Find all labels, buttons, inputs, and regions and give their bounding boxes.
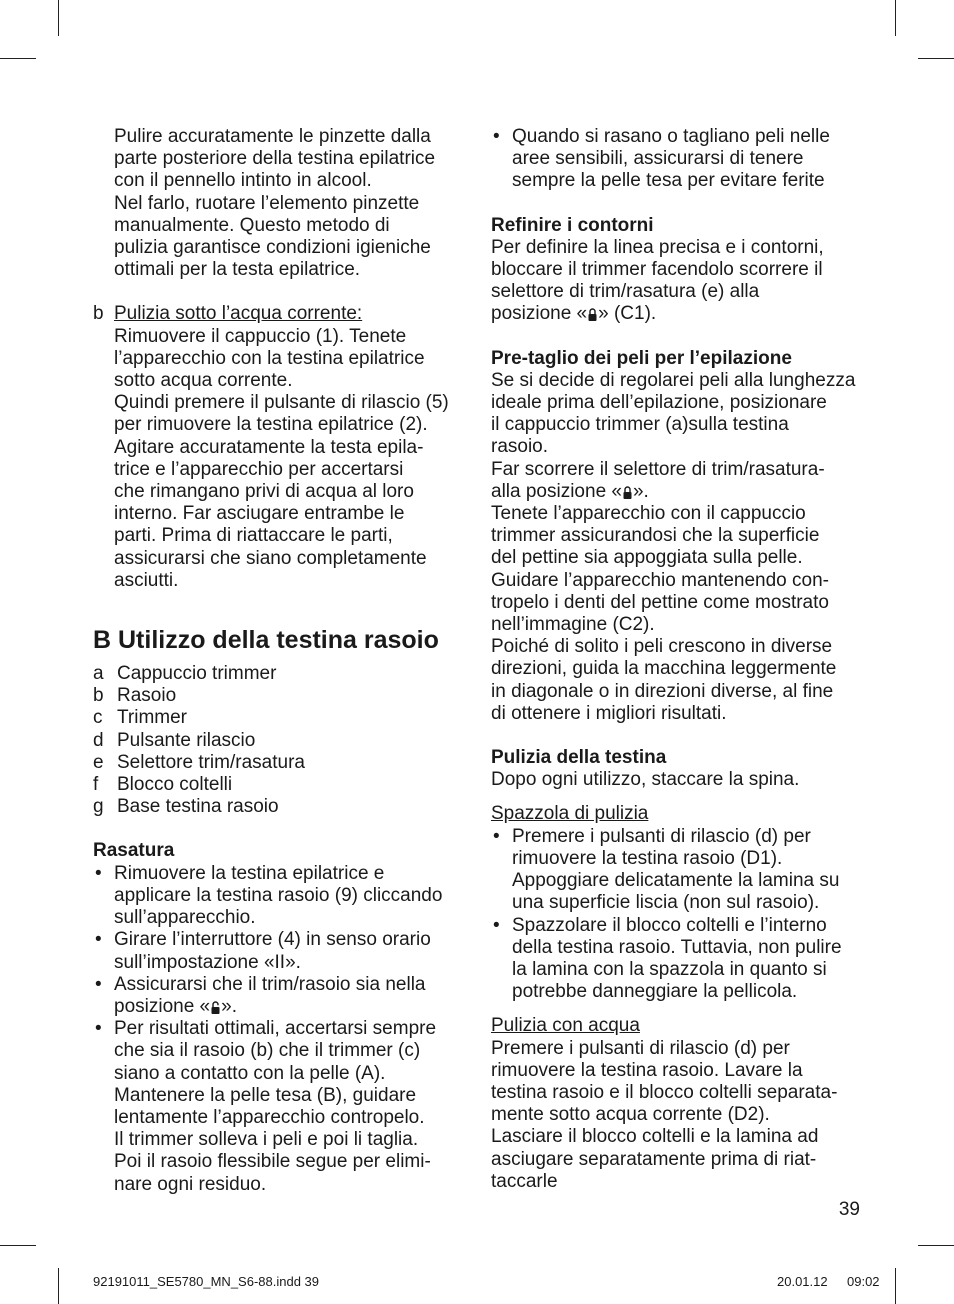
text-line: • Girare l’interruttore (4) in senso orario xyxy=(114,929,431,951)
text-line: nell’immagine (C2). xyxy=(491,614,655,636)
text-line: Poi il rasoio flessibile segue per elimi- xyxy=(114,1151,431,1173)
text-fragment: posizione « xyxy=(491,303,588,325)
text-line: assicurarsi che siano completamente xyxy=(114,547,427,569)
list-item-label: Selettore trim/rasatura xyxy=(117,751,305,773)
text-line: rimuovere la testina rasoio. Lavare la xyxy=(491,1059,803,1081)
text-line xyxy=(491,303,863,325)
text-line: Agitare accuratamente la testa epila- xyxy=(114,436,424,458)
text-line: • Rimuovere la testina epilatrice e xyxy=(114,862,385,884)
text-line: sull’apparecchio. xyxy=(114,907,256,929)
list-item xyxy=(93,774,465,796)
text-line: Premere i pulsanti di rilascio (d) per xyxy=(491,1037,790,1059)
text-line: nare ogni residuo. xyxy=(114,1173,267,1195)
text-line: trimmer assicurandosi che la superficie xyxy=(491,525,820,547)
text-line: • Spazzolare il blocco coltelli e l’interno xyxy=(512,914,827,936)
left-column xyxy=(93,126,465,1196)
list-item xyxy=(93,796,465,818)
list-letter: c xyxy=(93,707,103,729)
list-item xyxy=(93,863,465,930)
text-line: parte posteriore della testina epilatrice xyxy=(114,148,436,170)
text-line: del pettine sia appoggiata sulla pelle. xyxy=(491,547,803,569)
text-line: aree sensibili, assicurarsi di tenere xyxy=(512,148,804,170)
list-item-label: Cappuccio trimmer xyxy=(117,663,277,685)
text-line: pulizia garantisce condizioni igieniche xyxy=(114,237,431,259)
text-line: asciutti. xyxy=(114,569,179,591)
text-line: per rimuovere la testina epilatrice (2). xyxy=(114,414,428,436)
text-line: Dopo ogni utilizzo, staccare la spina. xyxy=(491,769,800,791)
list-item xyxy=(93,663,465,685)
list-item xyxy=(93,730,465,752)
page-number: 39 xyxy=(838,1199,860,1220)
list-item-label: Trimmer xyxy=(117,707,187,729)
text-line: bloccare il trimmer facendolo scorrere il xyxy=(491,259,823,281)
text-fragment: » (C1). xyxy=(598,303,657,325)
padlock-closed-icon xyxy=(623,486,632,499)
crop-mark xyxy=(0,58,36,59)
text-line: che sia il rasoio (b) che il trimmer (c) xyxy=(114,1040,421,1062)
text-line: Nel farlo, ruotare l’elemento pinzette xyxy=(114,192,420,214)
text-line: della testina rasoio. Tuttavia, non pulire xyxy=(512,936,842,958)
section-heading: B Utilizzo della testina rasoio xyxy=(93,626,439,655)
list-item xyxy=(93,974,465,1018)
text-line: sempre la pelle tesa per evitare ferite xyxy=(512,170,825,192)
list-item xyxy=(491,915,863,1004)
padlock-closed-icon xyxy=(588,308,597,321)
text-line: Far scorrere il selettore di trim/rasatura- xyxy=(491,458,825,480)
text-line xyxy=(114,996,465,1018)
text-line: l’apparecchio con la testina epilatrice xyxy=(114,347,425,369)
rasatura-list xyxy=(93,863,465,1196)
list-item xyxy=(491,826,863,915)
crop-mark xyxy=(918,58,954,59)
text-line: • Assicurarsi che il trim/rasoio sia nella xyxy=(114,973,426,995)
text-line: trice e l’apparecchio per accertarsi xyxy=(114,458,404,480)
b-item-title: Pulizia sotto l’acqua corrente: xyxy=(114,303,363,325)
b-item xyxy=(93,303,465,592)
subheading-pulizia: Pulizia della testina xyxy=(491,747,667,769)
list-letter: a xyxy=(93,663,104,685)
text-line: parti. Prima di riattaccare le parti, xyxy=(114,525,393,547)
intro-paragraph xyxy=(93,126,465,281)
text-line: Tenete l’apparecchio con il cappuccio xyxy=(491,503,806,525)
padlock-open-icon xyxy=(211,1001,220,1014)
crop-mark xyxy=(918,1245,954,1246)
text-line: manualmente. Questo metodo di xyxy=(114,214,390,236)
text-line: la lamina con la spazzola in quanto si xyxy=(512,958,827,980)
text-line xyxy=(491,481,863,503)
text-line: tropelo i denti del pettine come mostrato xyxy=(491,591,829,613)
list-item xyxy=(93,1018,465,1196)
text-fragment: ». xyxy=(221,995,237,1017)
right-column xyxy=(491,126,863,1193)
text-line: sull’impostazione «II». xyxy=(114,951,301,973)
list-letter: b xyxy=(93,303,104,325)
list-letter: e xyxy=(93,751,104,773)
text-line: taccarle xyxy=(491,1170,558,1192)
list-item-label: Blocco coltelli xyxy=(117,774,233,796)
text-line: rimuovere la testina rasoio (D1). xyxy=(512,847,783,869)
text-line: Poiché di solito i peli crescono in diverse xyxy=(491,636,833,658)
list-item xyxy=(93,685,465,707)
list-letter: g xyxy=(93,796,104,818)
subheading-rifinire: Refinire i contorni xyxy=(491,214,654,236)
crop-mark xyxy=(895,1268,896,1304)
crop-mark xyxy=(0,1245,36,1246)
text-line: Il trimmer solleva i peli e poi li taglia. xyxy=(114,1129,419,1151)
list-letter: b xyxy=(93,685,104,707)
text-line: rasoio. xyxy=(491,436,549,458)
text-line: Per definire la linea precisa e i contorni, xyxy=(491,236,824,258)
list-letter: f xyxy=(93,774,99,796)
crop-mark xyxy=(58,0,59,36)
text-line: • Premere i pulsanti di rilascio (d) per xyxy=(512,825,811,847)
text-line: ideale prima dell’epilazione, posizionare xyxy=(491,392,827,414)
text-fragment: alla posizione « xyxy=(491,480,622,502)
spazzola-list xyxy=(491,826,863,1004)
text-line: Mantenere la pelle tesa (B), guidare xyxy=(114,1084,417,1106)
crop-mark xyxy=(895,0,896,36)
list-item-label: Base testina rasoio xyxy=(117,796,279,818)
text-line: asciugare separatamente prima di riat- xyxy=(491,1148,817,1170)
text-line: mente sotto acqua corrente (D2). xyxy=(491,1104,770,1126)
text-line: • Quando si rasano o tagliano peli nelle xyxy=(512,126,830,147)
footer-file: 92191011_SE5780_MN_S6-88.indd 39 xyxy=(93,1274,319,1289)
list-item-label: Rasoio xyxy=(117,685,177,707)
list-letter: d xyxy=(93,729,104,751)
text-line: Appoggiare delicatamente la lamina su xyxy=(512,870,840,892)
list-item xyxy=(93,752,465,774)
text-line: selettore di trim/rasatura (e) alla xyxy=(491,281,760,303)
text-line: interno. Far asciugare entrambe le xyxy=(114,503,405,525)
text-line: potrebbe danneggiare la pellicola. xyxy=(512,981,798,1003)
parts-list xyxy=(93,663,465,818)
text-line: con il pennello intinto in alcool. xyxy=(114,170,372,192)
subheading-rasatura: Rasatura xyxy=(93,840,175,862)
footer-time: 09:02 xyxy=(847,1274,880,1289)
text-line: siano a contatto con la pelle (A). xyxy=(114,1062,386,1084)
crop-mark xyxy=(58,1268,59,1304)
text-line: sotto acqua corrente. xyxy=(114,370,293,392)
list-item-label: Pulsante rilascio xyxy=(117,729,256,751)
text-line: ottimali per la testa epilatrice. xyxy=(114,259,361,281)
text-line: il cappuccio trimmer (a)sulla testina xyxy=(491,414,789,436)
text-line: Se si decide di regolarei peli alla lunghezza xyxy=(491,369,856,391)
text-line: in diagonale o in direzioni diverse, al fine xyxy=(491,680,834,702)
list-item xyxy=(93,929,465,973)
text-line: lentamente l’apparecchio contropelo. xyxy=(114,1106,425,1128)
text-line: Pulire accuratamente le pinzette dalla xyxy=(114,126,431,147)
acqua-title: Pulizia con acqua xyxy=(491,1015,640,1037)
text-fragment: posizione « xyxy=(114,995,211,1017)
list-item xyxy=(93,707,465,729)
spazzola-title: Spazzola di pulizia xyxy=(491,803,649,825)
text-line: di ottenere i migliori risultati. xyxy=(491,702,727,724)
text-line: direzioni, guida la macchina leggermente xyxy=(491,658,837,680)
text-fragment: ». xyxy=(632,480,649,502)
list-item xyxy=(491,126,863,193)
text-line: • Per risultati ottimali, accertarsi sempre xyxy=(114,1018,437,1040)
text-line: Rimuovere il cappuccio (1). Tenete xyxy=(114,325,407,347)
text-line: una superficie liscia (non sul rasoio). xyxy=(512,892,820,914)
text-line: che rimangano privi di acqua al loro xyxy=(114,481,414,503)
footer-date: 20.01.12 xyxy=(777,1274,828,1289)
text-line: Quindi premere il pulsante di rilascio (5) xyxy=(114,392,449,414)
text-line: Guidare l’apparecchio mantenendo con- xyxy=(491,569,829,591)
text-line: applicare la testina rasoio (9) cliccando xyxy=(114,884,443,906)
text-line: testina rasoio e il blocco coltelli separata- xyxy=(491,1081,838,1103)
subheading-pretaglio: Pre-taglio dei peli per l’epilazione xyxy=(491,347,792,369)
text-line: Lasciare il blocco coltelli e la lamina ad xyxy=(491,1126,819,1148)
